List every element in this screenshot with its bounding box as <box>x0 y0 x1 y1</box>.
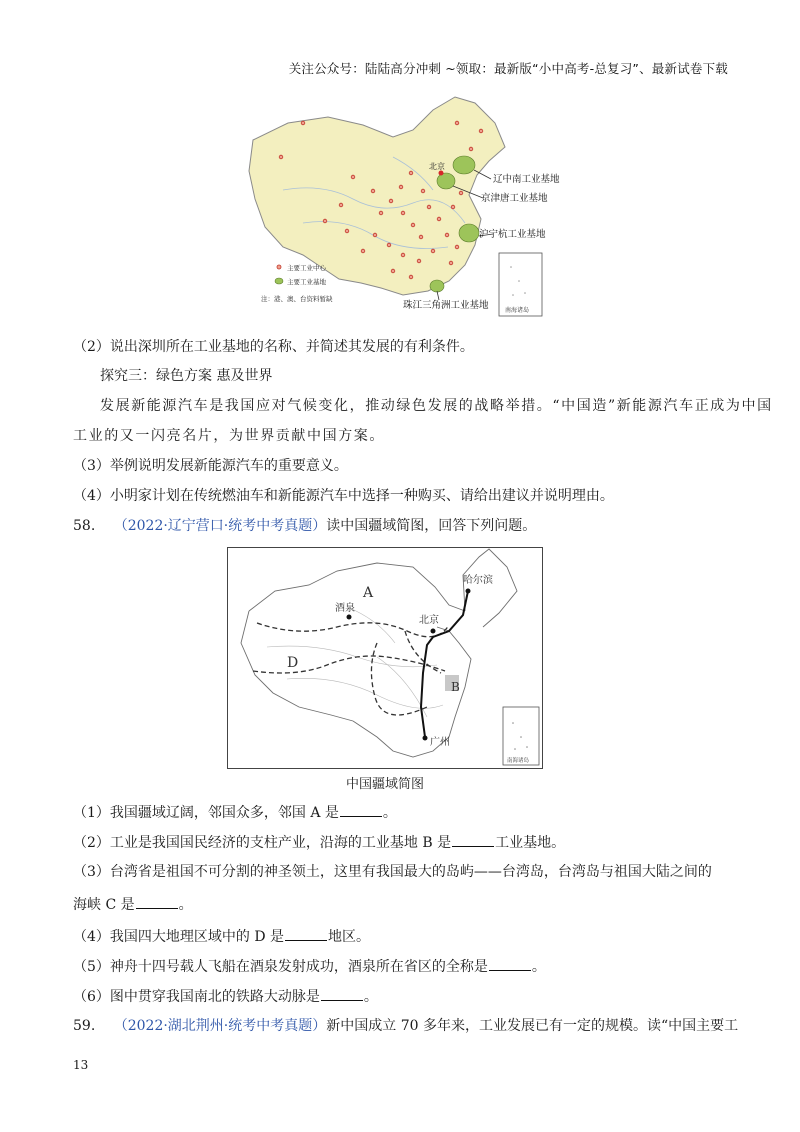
answer-blank-1[interactable] <box>340 802 382 817</box>
q58-part3-line1: （3）台湾省是祖国不可分割的神圣领土，这里有我国最大的岛屿——台湾岛，台湾岛与祖国大陆之间的 <box>73 864 712 880</box>
q58-part3-line2 <box>73 894 193 915</box>
zhujiang-base <box>430 280 444 292</box>
q57-paragraph-line2: 工业的又一闪亮名片，为世界贡献中国方案。 <box>73 428 385 444</box>
q58-part6-end: 。 <box>363 989 378 1005</box>
page-number: 13 <box>73 1058 89 1072</box>
q58-part6-text: （6）图中贯穿我国南北的铁路大动脉是 <box>73 989 320 1005</box>
q57-part2: （2）说出深圳所在工业基地的名称、并简述其发展的有利条件。 <box>73 339 474 355</box>
map1-beijing-label: 北京 <box>429 162 445 171</box>
liaozhongnan-base <box>453 156 475 174</box>
q59-stem <box>73 1016 738 1036</box>
q58-part2-end: 工业基地。 <box>495 835 566 851</box>
q58-number: 58. <box>73 518 96 534</box>
q57-part4: （4）小明家计划在传统燃油车和新能源汽车中选择一种购买、请给出建议并说明理由。 <box>73 488 614 504</box>
jingjintang-label: 京津唐工业基地 <box>481 193 548 204</box>
jiuquan-label: 酒泉 <box>335 603 355 614</box>
q58-stem-text: 读中国疆域简图，回答下列问题。 <box>326 518 537 534</box>
page-header: 关注公众号：陆陆高分冲刺 ~领取：最新版“小中高考-总复习”、最新试卷下载 <box>288 61 728 76</box>
answer-blank-5[interactable] <box>489 956 531 971</box>
q58-part5 <box>73 956 546 977</box>
q58-part1-text: （1）我国疆域辽阔，邻国众多，邻国 A 是 <box>73 805 339 821</box>
beijing-label: 北京 <box>419 615 439 626</box>
hunninghang-label: 沪宁杭工业基地 <box>479 229 546 240</box>
legend-center: 主要工业中心 <box>287 264 326 272</box>
q58-part4 <box>73 926 370 947</box>
q58-part3-text: 海峡 C 是 <box>73 897 135 913</box>
q58-stem <box>73 516 536 536</box>
q58-part5-end: 。 <box>531 959 546 975</box>
answer-blank-2[interactable] <box>452 832 494 847</box>
q57-part3: （3）举例说明发展新能源汽车的重要意义。 <box>73 458 348 474</box>
south-sea-inset-2 <box>503 707 539 765</box>
q58-source-link[interactable]: （2022·辽宁营口·统考中考真题） <box>113 518 327 534</box>
answer-blank-3[interactable] <box>136 894 178 909</box>
q58-part4-text: （4）我国四大地理区域中的 D 是 <box>73 929 285 945</box>
region-b-label: B <box>451 680 460 694</box>
map2-caption: 中国疆域简图 <box>345 777 424 792</box>
territory-map <box>227 547 543 769</box>
answer-blank-6[interactable] <box>321 986 363 1001</box>
q58-part3-end: 。 <box>178 897 193 913</box>
q58-part1 <box>73 802 397 823</box>
south-sea-label: 南海诸岛 <box>505 307 530 314</box>
guangzhou-label: 广州 <box>430 737 450 748</box>
region-a-label: A <box>363 585 374 601</box>
jingjintang-base <box>437 173 455 189</box>
liaozhongnan-label: 辽中南工业基地 <box>493 174 560 185</box>
q59-source-link[interactable]: （2022·湖北荆州·统考中考真题） <box>113 1018 327 1034</box>
q58-part2 <box>73 832 565 853</box>
south-sea-label-2: 南海诸岛 <box>507 758 530 764</box>
harbin-label: 哈尔滨 <box>463 575 493 586</box>
explore3-title: 探究三：绿色方案 惠及世界 <box>100 368 273 384</box>
hunninghang-base <box>459 224 479 242</box>
q59-number: 59. <box>73 1018 96 1034</box>
legend-base: 主要工业基地 <box>287 278 326 286</box>
q58-part2-text: （2）工业是我国国民经济的支柱产业，沿海的工业基地 B 是 <box>73 835 452 851</box>
q58-part6 <box>73 986 378 1007</box>
zhujiang-label: 珠江三角洲工业基地 <box>403 300 489 311</box>
answer-blank-4[interactable] <box>285 926 327 941</box>
q58-part5-text: （5）神舟十四号载人飞船在酒泉发射成功，酒泉所在省区的全称是 <box>73 959 488 975</box>
q58-part1-end: 。 <box>382 805 397 821</box>
q58-part4-end: 地区。 <box>328 929 371 945</box>
region-d-label: D <box>287 655 299 671</box>
q59-stem-text: 新中国成立 70 多年来，工业发展已有一定的规模。读“中国主要工 <box>326 1018 739 1034</box>
industrial-map <box>243 95 560 319</box>
q57-paragraph-line1: 发展新能源汽车是我国应对气候变化，推动绿色发展的战略举措。“中国造”新能源汽车正成为中国 <box>100 398 773 414</box>
legend-note: 注：港、澳、台资料暂缺 <box>261 295 333 303</box>
